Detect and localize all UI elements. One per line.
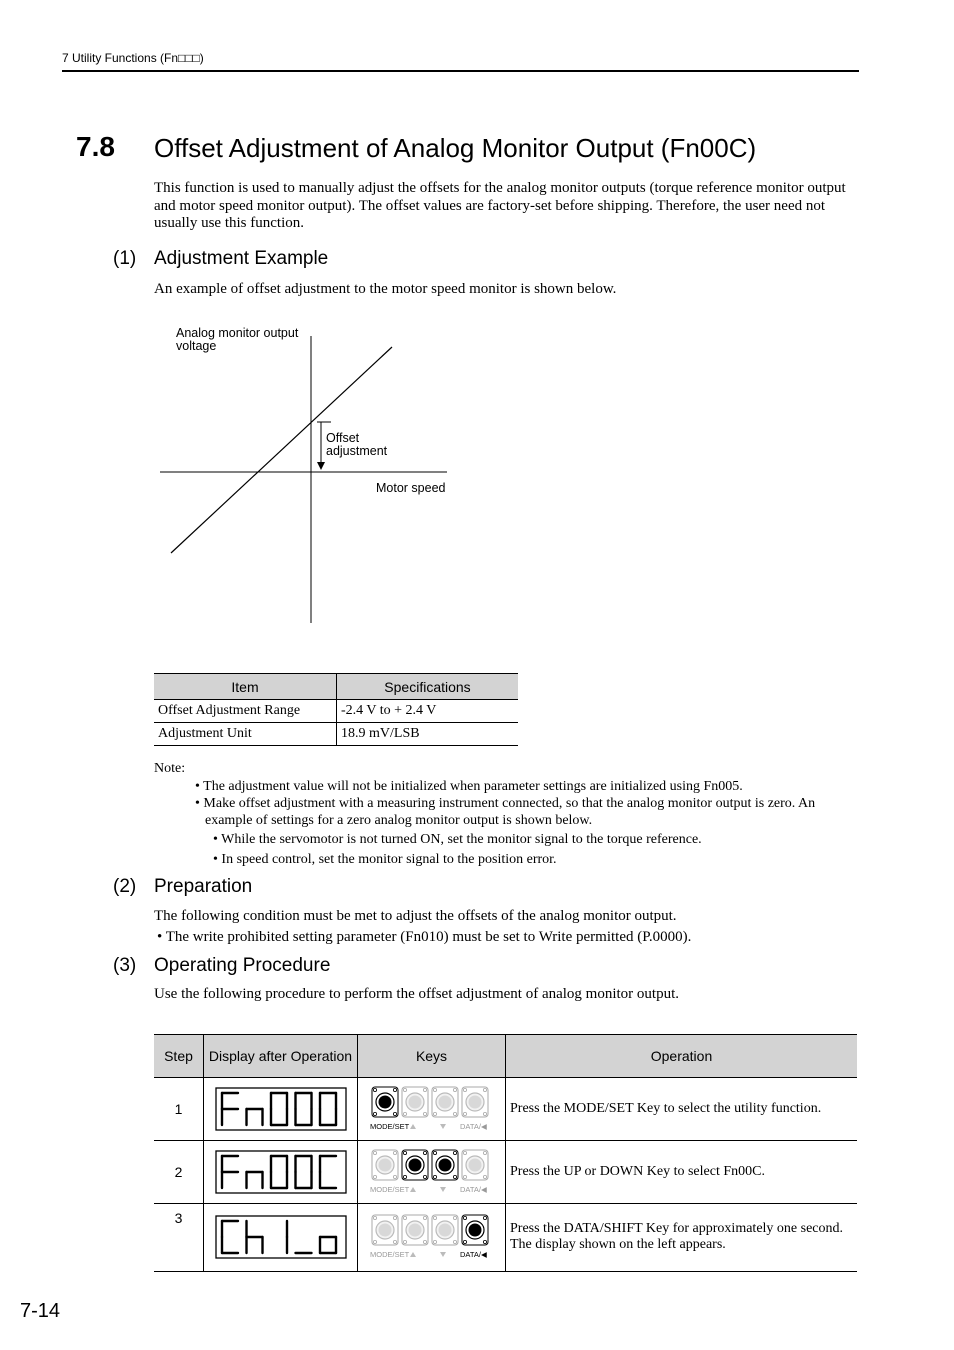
spec-header-item: Item	[154, 674, 337, 700]
subheading-title: Operating Procedure	[154, 955, 331, 976]
data-key-icon	[462, 1087, 488, 1117]
up-arrow-icon	[410, 1252, 416, 1257]
note-item: • The adjustment value will not be initialized when parameter settings are initialized using Fn005.	[195, 779, 743, 794]
header-rule	[62, 70, 859, 72]
subheading-title: Adjustment Example	[154, 248, 329, 269]
table-row	[154, 723, 518, 746]
seven-segment-display	[215, 1150, 347, 1194]
step-number: 2	[154, 1141, 204, 1204]
offset-arrow-head-icon	[317, 462, 325, 470]
mode-set-key-label: MODE/SET	[369, 1122, 409, 1131]
preparation-text: The following condition must be met to adjust the offsets of the analog monitor output.	[154, 908, 677, 924]
mode_set-key-icon	[372, 1087, 398, 1117]
keys-cell	[358, 1078, 506, 1141]
header-step: Step	[154, 1035, 204, 1078]
section-title: Offset Adjustment of Analog Monitor Output (Fn00C)	[154, 133, 757, 163]
subheading-number: (3)	[113, 955, 137, 976]
down-arrow-icon	[440, 1252, 446, 1257]
spec-cell: 18.9 mV/LSB	[337, 723, 519, 746]
mode_set-key-icon	[372, 1215, 398, 1245]
down-key-icon	[432, 1087, 458, 1117]
y-axis-label-line1: Analog monitor output	[176, 326, 299, 340]
mode-set-key-label: MODE/SET	[369, 1250, 409, 1259]
data-key-icon	[462, 1215, 488, 1245]
keypad-diagram	[368, 1213, 496, 1261]
spec-table-header-row	[154, 674, 518, 700]
running-header: 7 Utility Functions (Fn□□□)	[62, 51, 204, 65]
header-operation: Operation	[506, 1035, 858, 1078]
subheading-number: (2)	[113, 876, 137, 897]
display-cell	[204, 1204, 358, 1272]
keypad-diagram	[368, 1148, 496, 1196]
spec-header-specifications: Specifications	[337, 674, 519, 700]
note-item: • Make offset adjustment with a measuring instrument connected, so that the analog monitor output is zero. An example of settings for a zero analog monitor output is shown below.	[195, 796, 816, 828]
section-number: 7.8	[76, 131, 115, 162]
display-cell	[204, 1078, 358, 1141]
keys-cell	[358, 1141, 506, 1204]
adjustment-example-text: An example of offset adjustment to the motor speed monitor is shown below.	[154, 281, 617, 297]
down-arrow-icon	[440, 1187, 446, 1192]
header-display: Display after Operation	[204, 1035, 358, 1078]
offset-graph	[150, 320, 460, 630]
step-number: 1	[154, 1078, 204, 1141]
up-key-icon	[402, 1215, 428, 1245]
data-key-label: DATA/◀	[459, 1250, 487, 1259]
seven-segment-display	[215, 1215, 347, 1259]
down-arrow-icon	[440, 1124, 446, 1129]
up-key-icon	[402, 1087, 428, 1117]
up-arrow-icon	[410, 1187, 416, 1192]
note-label: Note:	[154, 761, 186, 776]
offset-label-line2: adjustment	[326, 444, 388, 458]
note-subitem: • While the servomotor is not turned ON, set the monitor signal to the torque reference.	[213, 832, 702, 847]
up-key-icon	[402, 1150, 428, 1180]
down-key-icon	[432, 1215, 458, 1245]
header-keys: Keys	[358, 1035, 506, 1078]
spec-cell: -2.4 V to + 2.4 V	[337, 700, 519, 723]
mode_set-key-icon	[372, 1150, 398, 1180]
preparation-condition: • The write prohibited setting parameter (Fn010) must be set to Write permitted (P.0000).	[157, 929, 692, 945]
operation-text: Press the UP or DOWN Key to select Fn00C.	[506, 1141, 858, 1204]
mode-set-key-label: MODE/SET	[369, 1185, 409, 1194]
spec-cell: Adjustment Unit	[154, 723, 337, 746]
table-row	[154, 1141, 857, 1204]
spec-table	[154, 673, 518, 746]
procedure-table	[154, 1034, 857, 1272]
operating-procedure-text: Use the following procedure to perform the offset adjustment of analog monitor output.	[154, 986, 680, 1002]
data-key-label: DATA/◀	[459, 1122, 487, 1131]
table-row	[154, 1204, 857, 1272]
x-axis-label: Motor speed	[376, 481, 446, 495]
up-arrow-icon	[410, 1124, 416, 1129]
section-intro: This function is used to manually adjust the offsets for the analog monitor outputs (torque reference monitor output and motor speed monitor output). The offset values are factory-set before shipping. Therefore, the user need not usually use this function.	[154, 180, 846, 231]
procedure-header-row	[154, 1035, 857, 1078]
subheading-number: (1)	[113, 248, 137, 269]
data-key-icon	[462, 1150, 488, 1180]
display-cell	[204, 1141, 358, 1204]
table-row	[154, 1078, 857, 1141]
subheading-title: Preparation	[154, 876, 253, 897]
note-subitem: • In speed control, set the monitor signal to the position error.	[213, 852, 557, 867]
operation-text: Press the DATA/SHIFT Key for approximately one second. The display shown on the left appears.	[506, 1204, 858, 1272]
keys-cell	[358, 1204, 506, 1272]
page-number: 7-14	[20, 1300, 61, 1322]
spec-cell: Offset Adjustment Range	[154, 700, 337, 723]
operation-text: Press the MODE/SET Key to select the utility function.	[506, 1078, 858, 1141]
table-row	[154, 700, 518, 723]
y-axis-label-line2: voltage	[176, 339, 217, 353]
step-number: 3	[154, 1204, 204, 1272]
seven-segment-display	[215, 1087, 347, 1131]
data-key-label: DATA/◀	[459, 1185, 487, 1194]
down-key-icon	[432, 1150, 458, 1180]
offset-label-line1: Offset	[326, 431, 360, 445]
keypad-diagram	[368, 1085, 496, 1133]
